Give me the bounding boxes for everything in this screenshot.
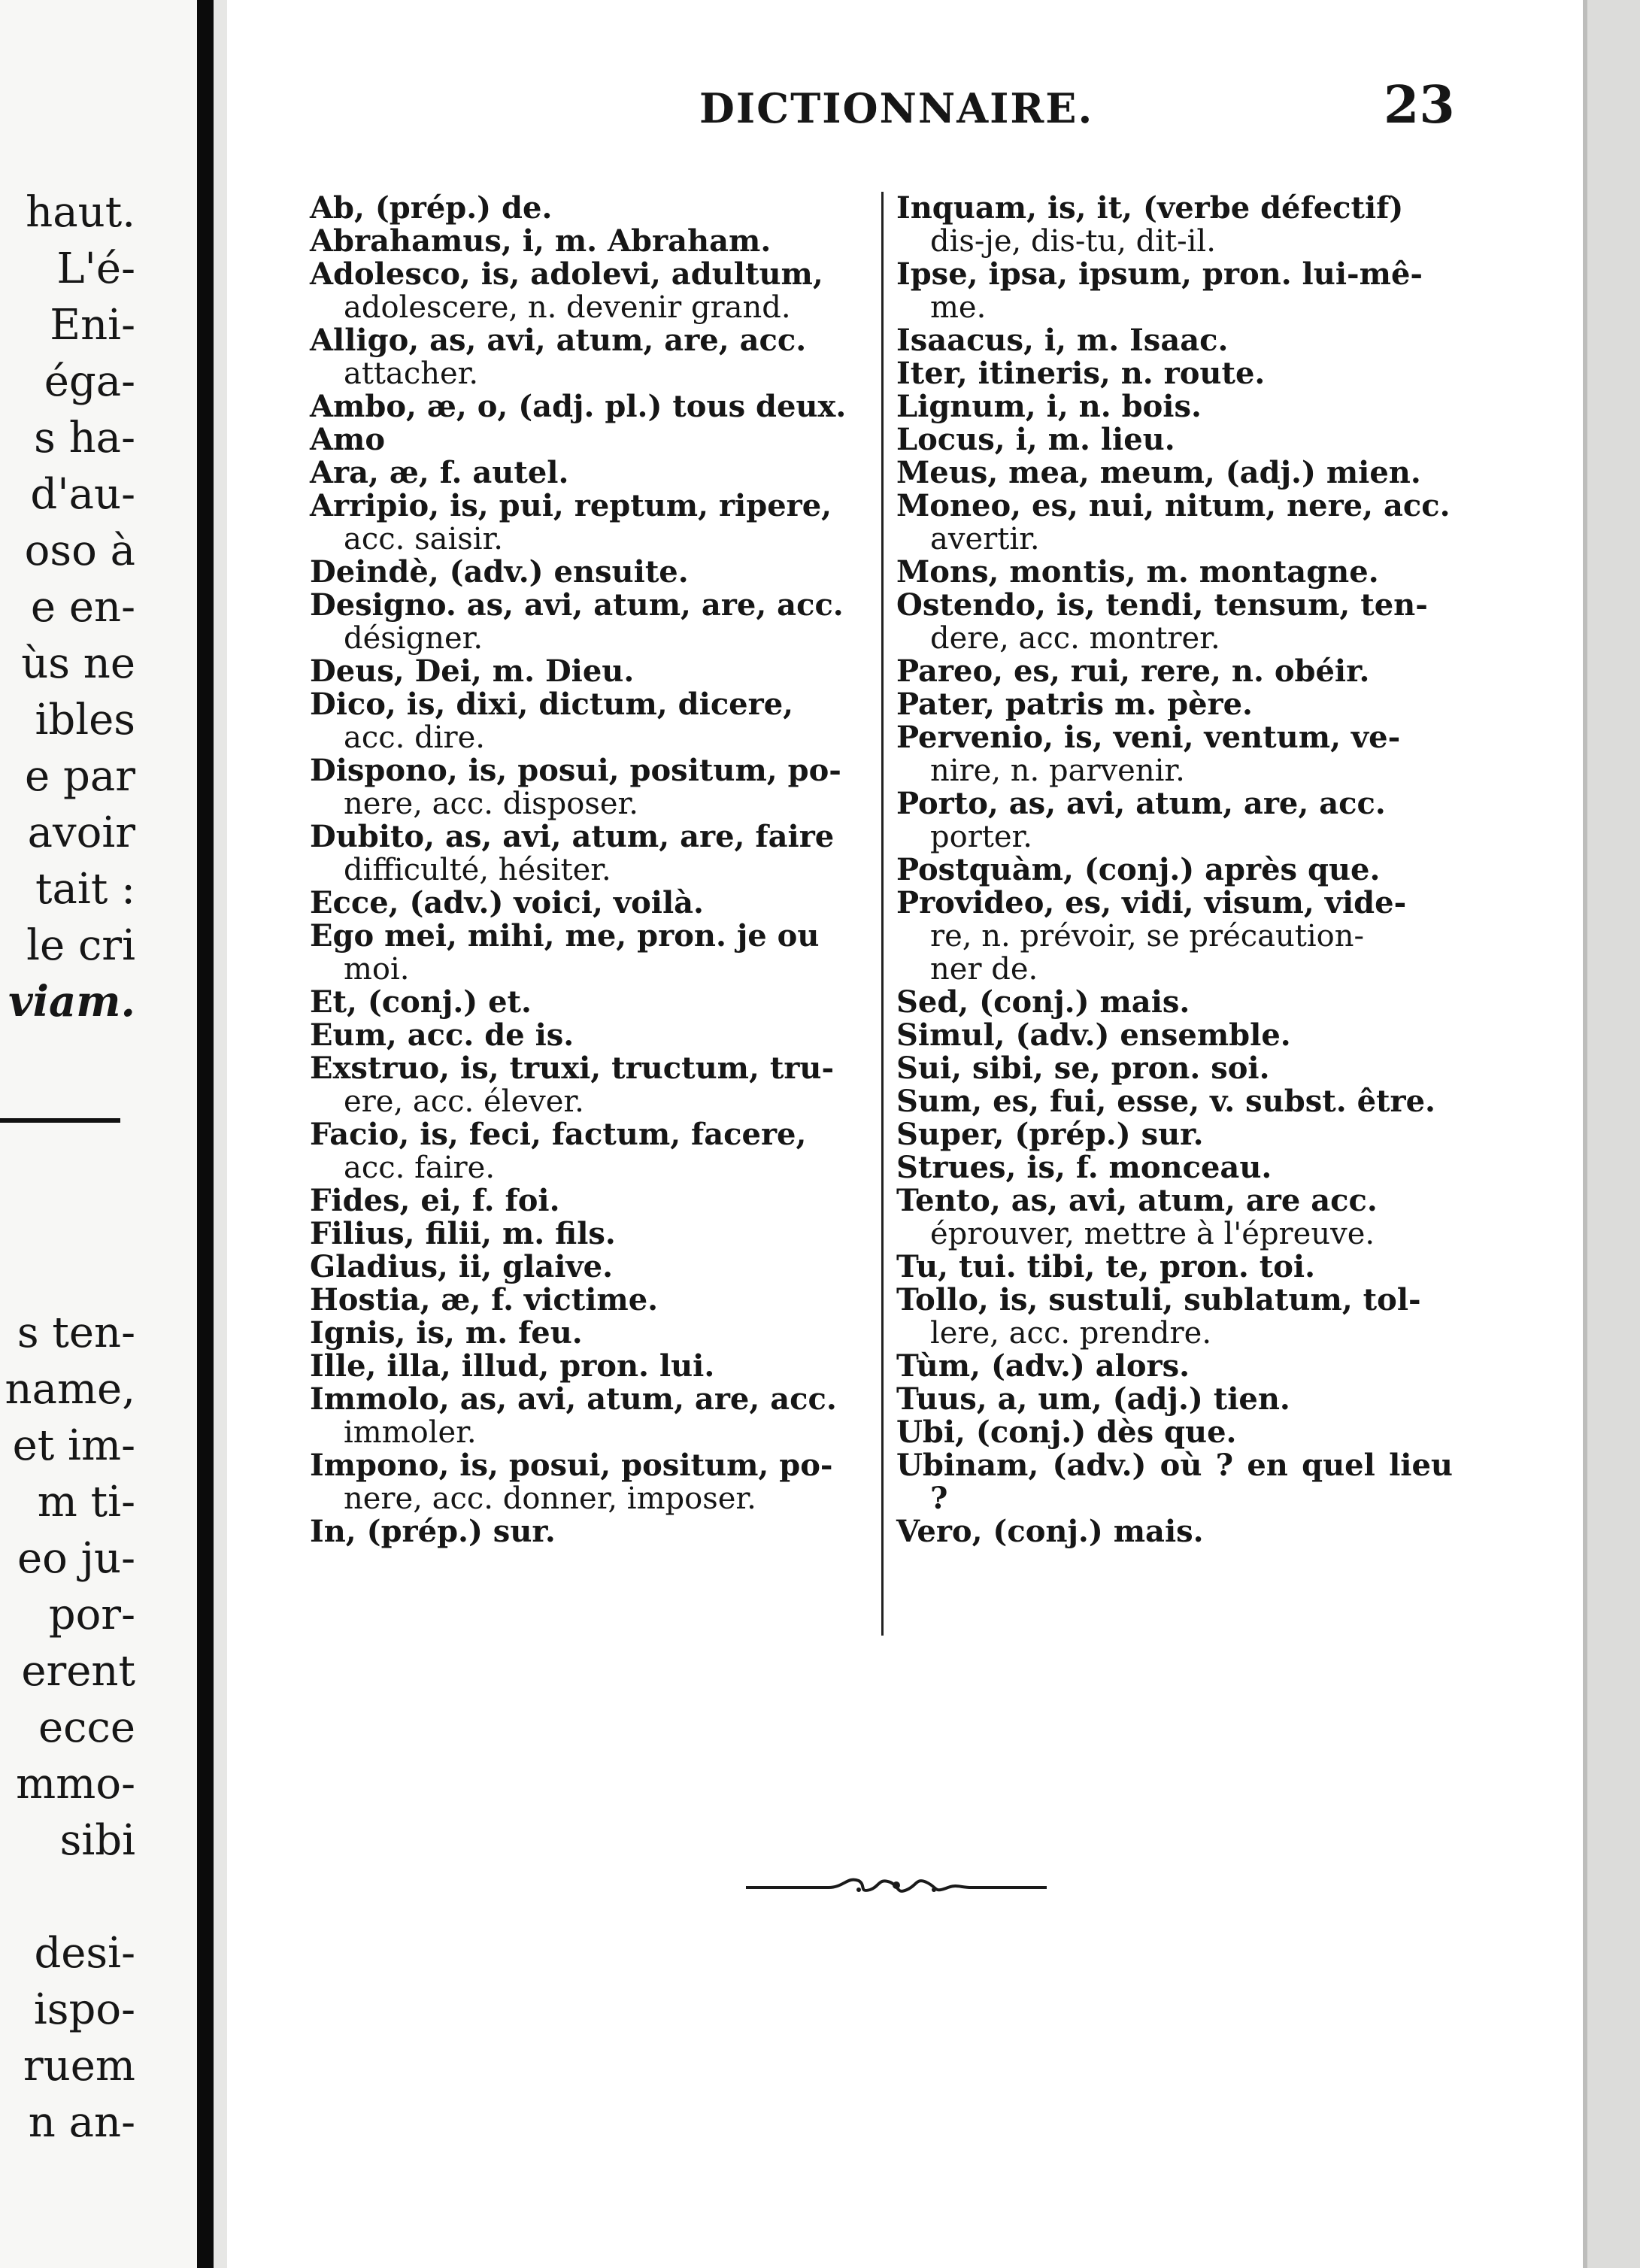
dictionary-entry [896, 887, 1453, 986]
dictionary-entry [310, 556, 870, 589]
entry-line: Pareo, es, rui, rere, n. obéir. [896, 653, 1370, 689]
dictionary-entry [310, 688, 870, 754]
entry-line: Impono, is, posui, positum, po- [310, 1448, 833, 1483]
fragment-line: tait : [35, 865, 135, 914]
dictionary-entry [310, 1383, 870, 1449]
entry-line: Locus, i, m. lieu. [896, 422, 1175, 457]
dictionary-entry [310, 1217, 870, 1251]
dictionary-entry [310, 456, 870, 490]
entry-line: désigner. [344, 621, 484, 656]
fragment-line: n an- [28, 2098, 135, 2147]
entry-line: moi. [344, 952, 410, 987]
dictionary-entry [896, 1449, 1453, 1515]
dictionary-entry [896, 1284, 1453, 1350]
entry-line: éprouver, mettre à l'épreuve. [930, 1217, 1375, 1251]
dictionary-entry [310, 820, 870, 887]
binding-shadow [197, 0, 214, 2268]
entry-line: Pervenio, is, veni, ventum, ve- [896, 720, 1401, 755]
entry-line: Super, (prép.) sur. [896, 1117, 1204, 1152]
fragment-line: por- [48, 1590, 135, 1639]
entry-line: Filius, filii, m. fils. [310, 1216, 616, 1251]
entry-line: me. [930, 290, 987, 325]
entry-line: Sui, sibi, se, pron. soi. [896, 1051, 1270, 1086]
fragment-line: éga- [44, 357, 135, 406]
fragment-line: name, [5, 1365, 135, 1414]
fragment-line: erent [21, 1647, 135, 1696]
entry-line: nire, n. parvenir. [930, 753, 1185, 788]
dictionary-entry [310, 754, 870, 820]
entry-line: Adolesco, is, adolevi, adultum, [310, 256, 823, 292]
previous-page-text-block-3 [0, 1925, 135, 2151]
dictionary-entry [896, 721, 1453, 787]
dictionary-entry [310, 986, 870, 1019]
entry-line: acc. dire. [344, 720, 485, 755]
entry-line: Et, (conj.) et. [310, 984, 532, 1020]
dictionary-entry [310, 887, 870, 920]
fragment-line: ispo- [33, 1985, 135, 2034]
entry-line: Ille, illa, illud, pron. lui. [310, 1348, 715, 1384]
fragment-line: avoir [27, 808, 135, 857]
dictionary-entry [896, 854, 1453, 887]
entry-line: nere, acc. donner, imposer. [344, 1481, 756, 1516]
entry-line: Lignum, i, n. bois. [896, 389, 1202, 424]
entry-line: Gladius, ii, glaive. [310, 1249, 614, 1284]
dictionary-entry [310, 390, 870, 423]
entry-line: Tùm, (adv.) alors. [896, 1348, 1190, 1384]
dictionary-entry [310, 1350, 870, 1383]
dictionary-entry [310, 423, 870, 456]
entry-line: Mons, montis, m. montagne. [896, 554, 1379, 590]
entry-line: Vero, (conj.) mais. [896, 1514, 1204, 1549]
column-divider [881, 192, 884, 1636]
dictionary-entry [896, 490, 1453, 556]
entry-line: Moneo, es, nui, nitum, nere, acc. [896, 488, 1451, 523]
entry-line: ner de. [930, 952, 1038, 987]
entry-line: Eum, acc. de is. [310, 1017, 574, 1053]
entry-line: Strues, is, f. monceau. [896, 1150, 1272, 1185]
entry-line: Postquàm, (conj.) après que. [896, 852, 1381, 887]
previous-page-text-block-2 [0, 1305, 135, 1869]
fragment-line: viam. [8, 977, 135, 1026]
entry-line: Arripio, is, pui, reptum, ripere, [310, 488, 832, 523]
dictionary-entry [896, 1085, 1453, 1118]
fragment-line: Eni- [50, 301, 135, 350]
entry-line: difficulté, hésiter. [344, 853, 611, 887]
entry-line: Tu, tui. tibi, te, pron. toi. [896, 1249, 1316, 1284]
dictionary-entry [310, 1118, 870, 1184]
page-gutter [214, 0, 227, 2268]
dictionary-entry [310, 920, 870, 986]
entry-line: Amo [310, 422, 386, 457]
dictionary-entry [896, 1151, 1453, 1184]
fragment-line: ùs ne [21, 639, 135, 688]
fragment-line: ecce [38, 1703, 135, 1752]
entry-line: Ecce, (adv.) voici, voilà. [310, 885, 704, 920]
dictionary-entry [310, 1019, 870, 1052]
dictionary-entry [310, 655, 870, 688]
dictionary-entry [896, 589, 1453, 655]
fragment-line: s ha- [34, 414, 135, 462]
entry-line: Exstruo, is, truxi, tructum, tru- [310, 1051, 835, 1086]
entry-line: Hostia, æ, f. victime. [310, 1282, 659, 1317]
entry-line: avertir. [930, 522, 1040, 556]
entry-line: Ignis, is, m. feu. [310, 1315, 583, 1351]
dictionary-entry [310, 258, 870, 324]
fragment-line: e en- [30, 583, 135, 632]
dictionary-entry [310, 1317, 870, 1350]
dictionary-entry [310, 192, 870, 225]
entry-line: attacher. [344, 356, 479, 391]
entry-line: ere, acc. élever. [344, 1084, 584, 1119]
dictionary-entry [896, 357, 1453, 390]
fragment-line: haut. [26, 188, 135, 237]
dictionary-entry [310, 1515, 870, 1548]
fragment-line: L'é- [56, 244, 135, 293]
entry-line: Pater, patris m. père. [896, 687, 1253, 722]
fragment-line: le cri [26, 921, 135, 970]
entry-line: dis-je, dis-tu, dit-il. [930, 224, 1216, 259]
dictionary-entry [896, 456, 1453, 490]
fragment-line: d'au- [30, 470, 135, 519]
entry-line: Provideo, es, vidi, visum, vide- [896, 885, 1407, 920]
dictionary-entry [310, 490, 870, 556]
entry-line: Inquam, is, it, (verbe défectif) [896, 190, 1404, 226]
dictionary-entry [896, 1019, 1453, 1052]
dictionary-entry [310, 1449, 870, 1515]
fragment-line: mmo- [16, 1760, 135, 1809]
entry-line: Abrahamus, i, m. Abraham. [310, 223, 771, 259]
entry-line: Porto, as, avi, atum, are, acc. [896, 786, 1386, 821]
entry-line: Ab, (prép.) de. [310, 190, 553, 226]
entry-line: Immolo, as, avi, atum, are, acc. [310, 1381, 837, 1417]
dictionary-entry [896, 1515, 1453, 1548]
fragment-line: m ti- [37, 1478, 135, 1527]
dictionary-entry [310, 589, 870, 655]
entry-line: immoler. [344, 1415, 477, 1450]
dictionary-entry [896, 390, 1453, 423]
dictionary-entry [896, 787, 1453, 854]
previous-page-text-block-1 [0, 184, 135, 1030]
entry-line: Ara, æ, f. autel. [310, 455, 569, 490]
entry-line: Tollo, is, sustuli, sublatum, tol- [896, 1282, 1421, 1317]
dictionary-entry [896, 556, 1453, 589]
dictionary-entry [896, 655, 1453, 688]
fragment-line: e par [25, 752, 135, 801]
entry-line: adolescere, n. devenir grand. [344, 290, 791, 325]
entry-line: nere, acc. disposer. [344, 787, 638, 821]
dictionary-entry [896, 1184, 1453, 1251]
entry-line: dere, acc. montrer. [930, 621, 1220, 656]
dictionary-entry [896, 688, 1453, 721]
entry-line: Tento, as, avi, atum, are acc. [896, 1183, 1378, 1218]
dictionary-entry [310, 1284, 870, 1317]
entry-line: Designo. as, avi, atum, are, acc. [310, 587, 844, 623]
dictionary-entry [310, 1052, 870, 1118]
entry-line: Simul, (adv.) ensemble. [896, 1017, 1291, 1053]
entry-line: Dico, is, dixi, dictum, dicere, [310, 687, 794, 722]
entry-line: Ambo, æ, o, (adj. pl.) tous deux. [310, 389, 847, 424]
dictionary-entry [310, 1251, 870, 1284]
entry-line: Ostendo, is, tendi, tensum, ten- [896, 587, 1428, 623]
entry-line: Facio, is, feci, factum, facere, [310, 1117, 807, 1152]
entry-line: lere, acc. prendre. [930, 1316, 1212, 1351]
entry-line: In, (prép.) sur. [310, 1514, 556, 1549]
dictionary-entry [896, 192, 1453, 258]
dictionary-column-left [310, 192, 870, 1548]
dictionary-entry [896, 1052, 1453, 1085]
dictionary-entry [896, 1251, 1453, 1284]
entry-line: Ubinam, (adv.) où ? en quel lieu ? [896, 1448, 1453, 1516]
entry-line: Dubito, as, avi, atum, are, faire [310, 819, 835, 854]
dictionary-entry [896, 986, 1453, 1019]
entry-line: acc. faire. [344, 1151, 496, 1185]
page-number: 23 [1384, 75, 1455, 135]
entry-line: Fides, ei, f. foi. [310, 1183, 560, 1218]
fragment-line: eo ju- [17, 1534, 135, 1583]
dictionary-entry [896, 1383, 1453, 1416]
dictionary-entry [896, 1350, 1453, 1383]
entry-line: Alligo, as, avi, atum, are, acc. [310, 323, 807, 358]
fragment-line: desi- [34, 1929, 135, 1978]
ornament-rule [746, 1867, 1047, 1905]
page-edge [1587, 0, 1640, 2268]
entry-line: porter. [930, 820, 1032, 854]
entry-line: Ubi, (conj.) dès que. [896, 1414, 1237, 1450]
fragment-line: s ten- [17, 1308, 135, 1357]
dictionary-entry [896, 423, 1453, 456]
dictionary-entry [310, 324, 870, 390]
entry-line: Isaacus, i, m. Isaac. [896, 323, 1229, 358]
entry-line: Meus, mea, meum, (adj.) mien. [896, 455, 1421, 490]
dictionary-entry [896, 1118, 1453, 1151]
fragment-line: ruem [23, 2042, 135, 2091]
entry-line: acc. saisir. [344, 522, 504, 556]
entry-line: Iter, itineris, n. route. [896, 356, 1266, 391]
entry-line: Dispono, is, posui, positum, po- [310, 753, 841, 788]
fragment-line: ibles [35, 696, 135, 744]
dictionary-column-right [896, 192, 1453, 1548]
entry-line: Deindè, (adv.) ensuite. [310, 554, 689, 590]
dictionary-entry [310, 225, 870, 258]
dictionary-entry [896, 258, 1453, 324]
previous-page-rule [0, 1118, 120, 1123]
fragment-line: sibi [59, 1816, 135, 1865]
dictionary-entry [896, 1416, 1453, 1449]
fragment-line: oso à [24, 526, 135, 575]
entry-line: Tuus, a, um, (adj.) tien. [896, 1381, 1290, 1417]
entry-line: Ego mei, mihi, me, pron. je ou [310, 918, 820, 954]
entry-line: re, n. prévoir, se précaution- [930, 919, 1364, 954]
entry-line: Sed, (conj.) mais. [896, 984, 1190, 1020]
running-head: DICTIONNAIRE. [699, 84, 1094, 132]
dictionary-entry [896, 324, 1453, 357]
fragment-line: et im- [12, 1421, 135, 1470]
entry-line: Ipse, ipsa, ipsum, pron. lui-mê- [896, 256, 1423, 292]
entry-line: Deus, Dei, m. Dieu. [310, 653, 635, 689]
entry-line: Sum, es, fui, esse, v. subst. être. [896, 1084, 1435, 1119]
dictionary-entry [310, 1184, 870, 1217]
